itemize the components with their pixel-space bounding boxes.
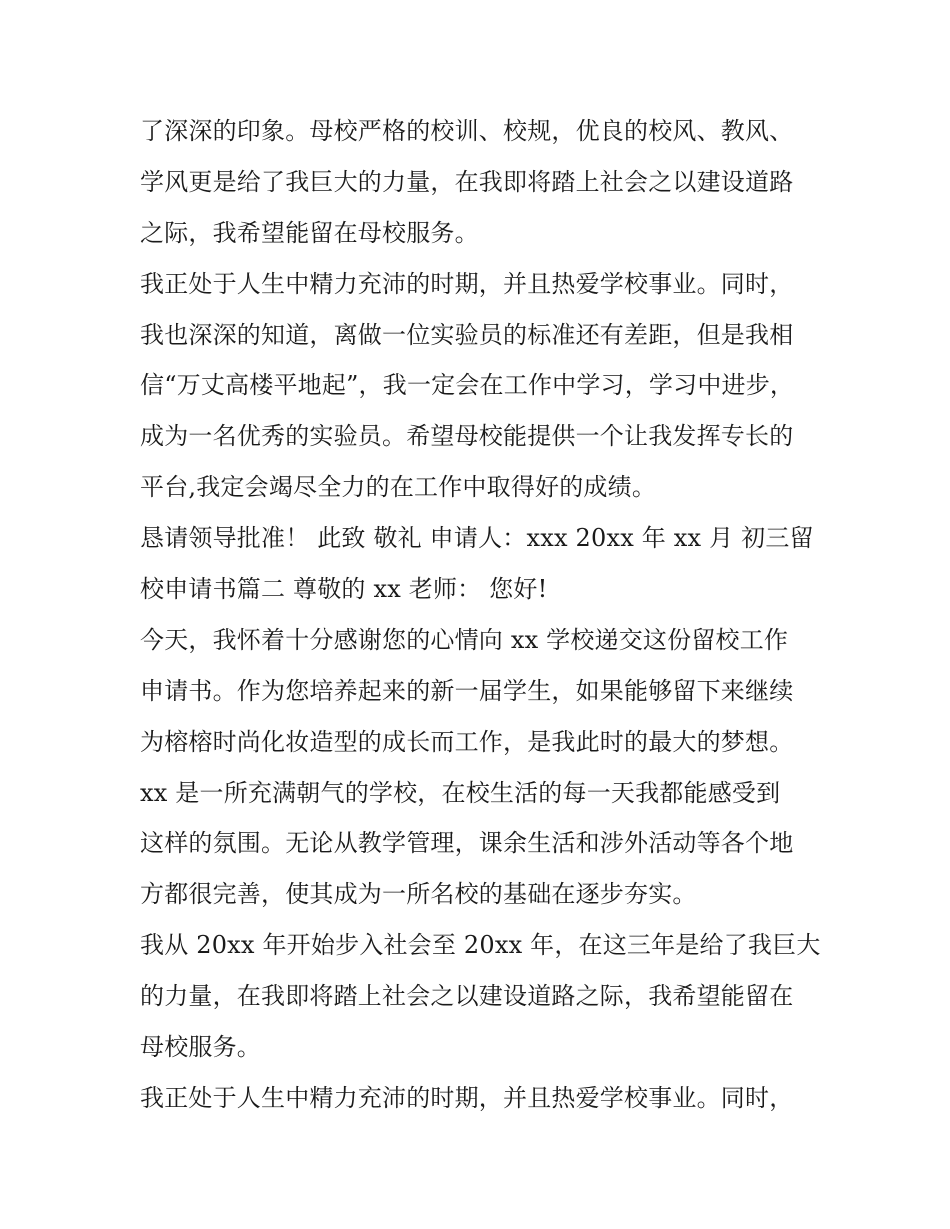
text-line: 的力量，在我即将踏上社会之以建设道路之际，我希望能留在 (140, 982, 794, 1011)
text-line: 我正处于人生中精力充沛的时期，并且热爱学校事业。同时， (140, 1083, 794, 1112)
text-line: 信“万丈高楼平地起”，我一定会在工作中学习，学习中进步， (140, 371, 795, 400)
text-line: 成为一名优秀的实验员。希望母校能提供一个让我发挥专长的 (140, 422, 794, 451)
text-line: 我正处于人生中精力充沛的时期，并且热爱学校事业。同时， (140, 269, 794, 298)
text-line: 恳请领导批准！ 此致 敬礼 申请人：xxx 20xx 年 xx 月 初三留 (140, 524, 814, 553)
text-line: 母校服务。 (140, 1033, 261, 1062)
document-body (140, 106, 820, 1124)
text-line: xx 是一所充满朝气的学校，在校生活的每一天我都能感受到 (140, 778, 781, 807)
text-line: 方都很完善，使其成为一所名校的基础在逐步夯实。 (140, 880, 697, 909)
text-line: 了深深的印象。母校严格的校训、校规，优良的校风、教风、 (140, 117, 794, 145)
text-line: 这样的氛围。无论从教学管理，课余生活和涉外活动等各个地 (140, 829, 794, 858)
text-line: 我从 20xx 年开始步入社会至 20xx 年，在这三年是给了我巨大 (140, 931, 821, 960)
text-line: 校申请书篇二 尊敬的 xx 老师： 您好! (140, 575, 548, 604)
text-line: 今天，我怀着十分感谢您的心情向 xx 学校递交这份留校工作 (140, 625, 789, 654)
text-line: 学风更是给了我巨大的力量，在我即将踏上社会之以建设道路 (140, 167, 794, 196)
text-line: 平台,我定会竭尽全力的在工作中取得好的成绩。 (140, 473, 657, 502)
text-line: 之际，我希望能留在母校服务。 (140, 218, 479, 247)
text-line: 申请书。作为您培养起来的新一届学生，如果能够留下来继续 (140, 676, 794, 705)
text-line: 为榕榕时尚化妆造型的成长而工作，是我此时的最大的梦想。 (140, 727, 794, 756)
text-line: 我也深深的知道，离做一位实验员的标准还有差距，但是我相 (140, 320, 794, 349)
